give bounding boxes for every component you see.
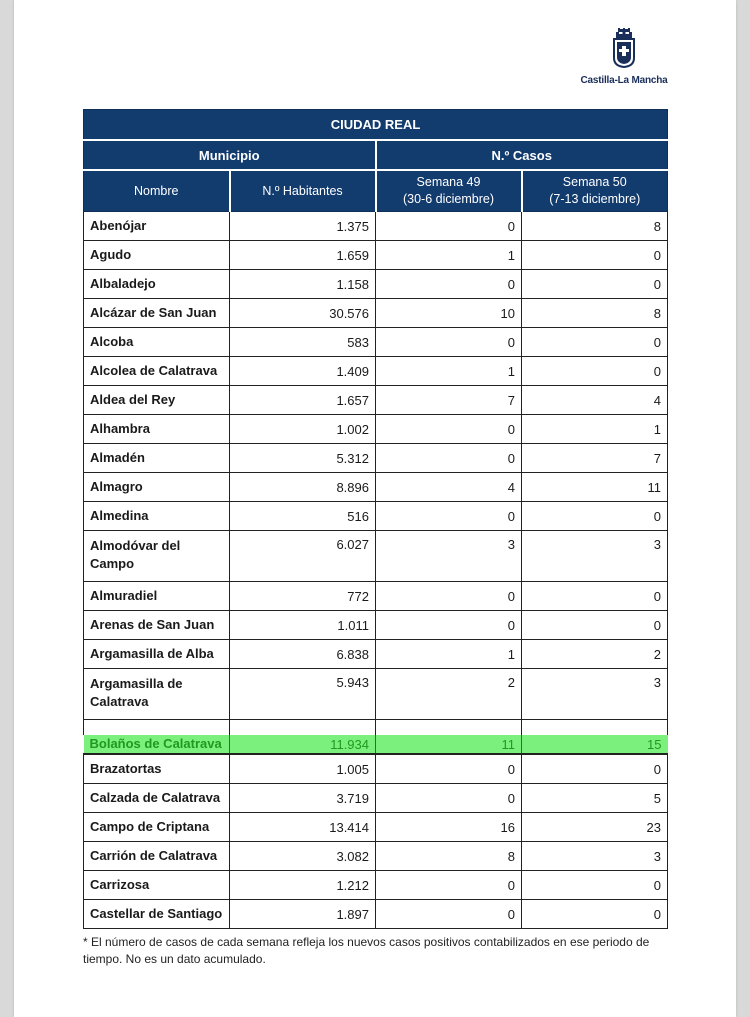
cell-habitantes: 11.934 [230,735,376,755]
cell-habitantes: 1.002 [230,415,376,444]
table-row [84,444,668,473]
cell-habitantes: 5.943 [230,669,376,720]
table-row [84,212,668,241]
cell-nombre: Argamasilla de Calatrava [84,669,230,720]
cell-semana50: 0 [522,502,668,531]
logo-label: Castilla-La Mancha [580,75,668,86]
cell-habitantes: 13.414 [230,813,376,842]
semana49-range: (30-6 diciembre) [402,192,494,206]
cell-habitantes: 772 [230,582,376,611]
table-row [84,784,668,813]
table-row [84,582,668,611]
cell-semana50: 2 [522,640,668,669]
cell-semana50: 0 [522,582,668,611]
cell-semana50: 1 [522,415,668,444]
cell-semana49: 0 [376,270,522,299]
footnote: * El número de casos de cada semana refleja los nuevos casos positivos contabilizados en ese periodo de tiempo. No es un dato acumulado. [83,935,650,966]
cell-semana50: 8 [522,299,668,328]
cell-habitantes: 8.896 [230,473,376,502]
table-row [84,415,668,444]
table-row [84,270,668,299]
cell-nombre: Alhambra [84,415,230,444]
cell-semana49: 1 [376,241,522,270]
cell-nombre: Almadén [84,444,230,473]
cell-nombre: Alcoba [84,328,230,357]
cell-nombre: Almedina [84,502,230,531]
cell-semana50: 0 [522,754,668,784]
cell-semana49: 0 [376,415,522,444]
castilla-la-mancha-logo [574,28,674,86]
cell-semana49: 0 [376,444,522,473]
cell-habitantes: 1.897 [230,900,376,929]
cell-habitantes: 6.027 [230,531,376,582]
cell-semana50: 0 [522,357,668,386]
cell-nombre: Albaladejo [84,270,230,299]
table-row [84,299,668,328]
cell-nombre: Abenójar [84,212,230,241]
gap-cell [84,720,230,735]
cell-semana49: 0 [376,611,522,640]
cell-semana49: 0 [376,502,522,531]
cell-habitantes: 1.005 [230,754,376,784]
table-row [84,328,668,357]
cell-nombre: Brazatortas [84,754,230,784]
cell-semana50: 7 [522,444,668,473]
cell-habitantes: 516 [230,502,376,531]
cell-semana50: 0 [522,270,668,299]
cell-habitantes: 1.158 [230,270,376,299]
cell-semana50: 0 [522,900,668,929]
semana50-label: Semana 50 [562,175,627,189]
cell-habitantes: 6.838 [230,640,376,669]
table-row [84,473,668,502]
table-row [84,531,668,582]
cell-semana50: 0 [522,328,668,357]
cell-semana50: 15 [522,735,668,755]
table-row [84,813,668,842]
cell-semana50: 3 [522,531,668,582]
cell-semana50: 3 [522,842,668,871]
coat-of-arms-icon [611,28,637,68]
cell-semana49: 8 [376,842,522,871]
cell-nombre: Carrizosa [84,871,230,900]
cell-habitantes: 1.011 [230,611,376,640]
cell-semana49: 1 [376,357,522,386]
table-row [84,357,668,386]
cell-semana50: 11 [522,473,668,502]
table-row [84,611,668,640]
column-header-semana49 [376,170,522,212]
cell-nombre: Alcolea de Calatrava [84,357,230,386]
cell-semana49: 7 [376,386,522,415]
cell-semana50: 5 [522,784,668,813]
cell-habitantes: 3.719 [230,784,376,813]
column-header-nombre: Nombre [84,170,230,212]
cell-semana50: 0 [522,871,668,900]
cell-habitantes: 1.212 [230,871,376,900]
cell-nombre: Bolaños de Calatrava [84,735,230,755]
cases-table [83,109,668,929]
gap-cell [376,720,522,735]
cell-semana49: 10 [376,299,522,328]
cell-semana50: 0 [522,611,668,640]
cell-nombre: Almagro [84,473,230,502]
cell-habitantes: 1.409 [230,357,376,386]
cell-habitantes: 5.312 [230,444,376,473]
cell-semana49: 2 [376,669,522,720]
document-page [14,0,736,1017]
cell-nombre: Campo de Criptana [84,813,230,842]
cell-nombre: Calzada de Calatrava [84,784,230,813]
cell-habitantes: 1.659 [230,241,376,270]
table-row-highlighted [84,735,668,755]
cell-nombre: Aldea del Rey [84,386,230,415]
cell-semana49: 0 [376,582,522,611]
table-row [84,386,668,415]
cell-semana49: 4 [376,473,522,502]
cell-nombre: Castellar de Santiago [84,900,230,929]
cell-semana49: 0 [376,784,522,813]
cell-semana49: 0 [376,754,522,784]
cell-habitantes: 3.082 [230,842,376,871]
cell-nombre: Almodóvar del Campo [84,531,230,582]
gap-cell [230,720,376,735]
group-header-municipio: Municipio [84,140,376,170]
cell-semana50: 8 [522,212,668,241]
column-header-habitantes: N.º Habitantes [230,170,376,212]
table-row [84,900,668,929]
cell-semana49: 11 [376,735,522,755]
table-row [84,241,668,270]
cell-semana50: 0 [522,241,668,270]
table-row [84,754,668,784]
cell-semana49: 0 [376,328,522,357]
cell-habitantes: 1.657 [230,386,376,415]
cell-nombre: Argamasilla de Alba [84,640,230,669]
column-header-semana50 [522,170,668,212]
group-header-casos: N.º Casos [376,140,668,170]
cell-semana49: 1 [376,640,522,669]
cell-habitantes: 30.576 [230,299,376,328]
cell-nombre: Carrión de Calatrava [84,842,230,871]
table-row [84,640,668,669]
cell-nombre: Alcázar de San Juan [84,299,230,328]
cell-semana49: 0 [376,212,522,241]
cell-semana50: 23 [522,813,668,842]
table-row [84,502,668,531]
table-title: CIUDAD REAL [84,110,668,141]
cell-nombre: Almuradiel [84,582,230,611]
cell-habitantes: 583 [230,328,376,357]
cell-semana49: 16 [376,813,522,842]
semana50-range: (7-13 diciembre) [549,192,641,206]
cell-semana50: 4 [522,386,668,415]
cell-nombre: Agudo [84,241,230,270]
semana49-label: Semana 49 [416,175,481,189]
cell-semana49: 3 [376,531,522,582]
cell-semana49: 0 [376,900,522,929]
table-row [84,871,668,900]
gap-cell [522,720,668,735]
cell-nombre: Arenas de San Juan [84,611,230,640]
table-row [84,842,668,871]
cell-habitantes: 1.375 [230,212,376,241]
cell-semana50: 3 [522,669,668,720]
table-row [84,669,668,720]
cell-semana49: 0 [376,871,522,900]
table-gap [84,720,668,735]
